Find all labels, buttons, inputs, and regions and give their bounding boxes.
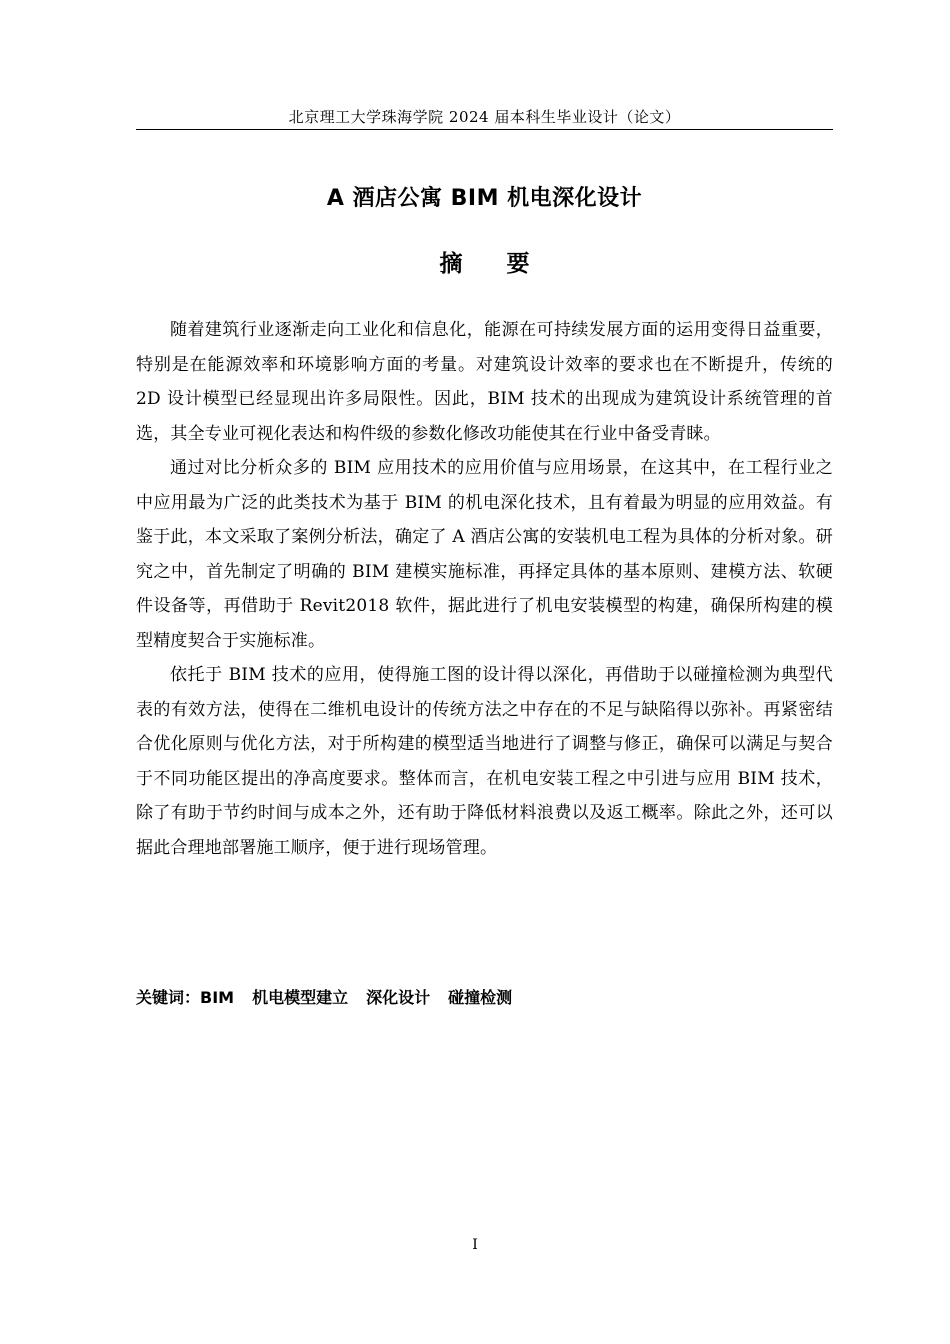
header-divider	[136, 129, 833, 130]
thesis-title: A 酒店公寓 BIM 机电深化设计	[326, 186, 643, 211]
page-number: I	[472, 1237, 478, 1253]
abstract-body	[136, 313, 833, 865]
abstract-paragraph: 依托于 BIM 技术的应用，使得施工图的设计得以深化，再借助于以碰撞检测为典型代表的有效方法，使得在二维机电设计的传统方法之中存在的不足与缺陷得以弥补。再紧密结合优化原则与优化方法，对于所构建的模型适当地进行了调整与修正，确保可以满足与契合于不同功能区提出的净高度要求。整体而言，在机电安装工程之中引进与应用 BIM 技术，除了有助于节约时间与成本之外，还有助于降低材料浪费以及返工概率。除此之外，还可以据此合理地部署施工顺序，便于进行现场管理。	[136, 665, 833, 858]
abstract-paragraph: 随着建筑行业逐渐走向工业化和信息化，能源在可持续发展方面的运用变得日益重要，特别是在能源效率和环境影响方面的考量。对建筑设计效率的要求也在不断提升，传统的 2D 设计模型已经显现出许多局限性。因此，BIM 技术的出现成为建筑设计系统管理的首选，其全专业可视化表达和构件级的参数化修改功能使其在行业中备受青睐。	[136, 320, 833, 444]
keyword: 机电模型建立	[252, 988, 349, 1007]
abstract-paragraph: 通过对比分析众多的 BIM 应用技术的应用价值与应用场景，在这其中，在工程行业之中应用最为广泛的此类技术为基于 BIM 的机电深化技术，且有着最为明显的应用效益。有鉴于此，本文采取了案例分析法，确定了 A 酒店公寓的安装机电工程为具体的分析对象。研究之中，首先制定了明确的 BIM 建模实施标准，再择定具体的基本原则、建模方法、软硬件设备等，再借助于 Revit2018 软件，据此进行了机电安装模型的构建，确保所构建的模型精度契合于实施标准。	[136, 458, 833, 651]
keyword: BIM	[200, 988, 235, 1007]
keywords-line	[136, 983, 833, 1013]
keywords-label: 关键词：	[136, 988, 201, 1007]
keyword: 深化设计	[366, 988, 431, 1007]
keyword: 碰撞检测	[448, 988, 513, 1007]
running-header: 北京理工大学珠海学院 2024 届本科生毕业设计（论文）	[288, 108, 681, 126]
abstract-heading: 摘 要	[439, 251, 548, 277]
